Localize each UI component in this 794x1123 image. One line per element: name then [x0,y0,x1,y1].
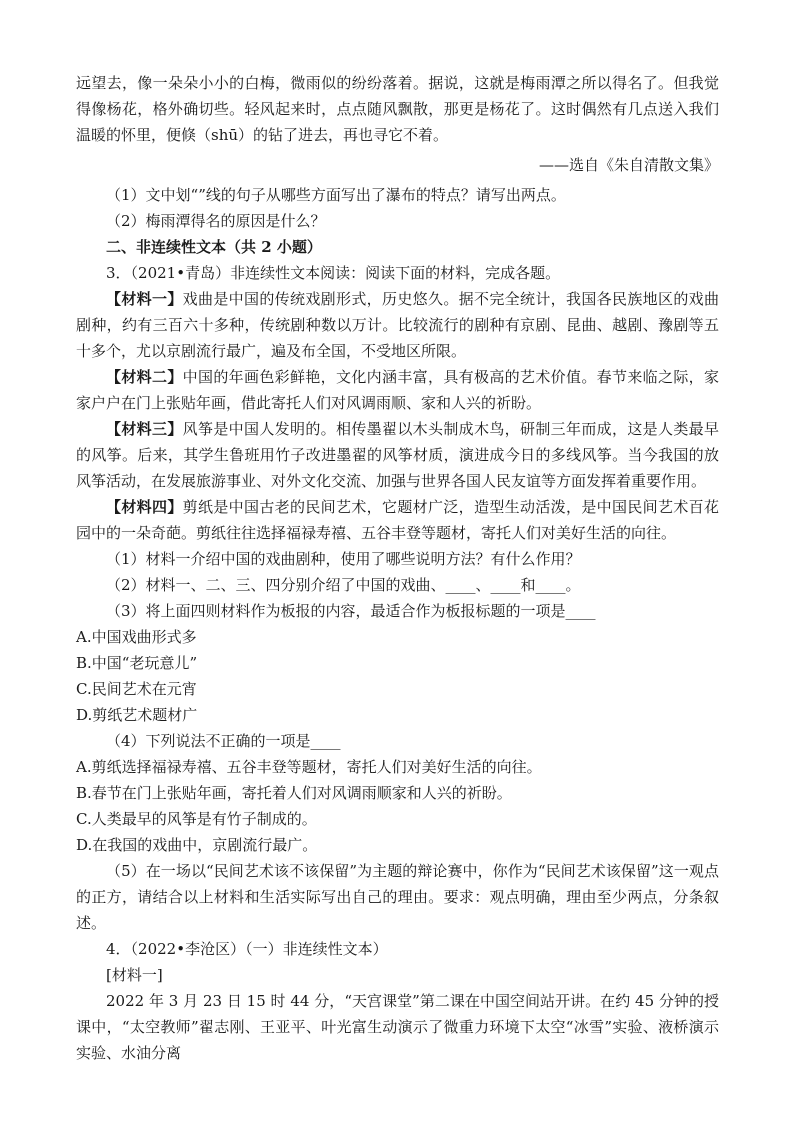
material-3-text: 风筝是中国人发明的。相传墨翟以木头制成木鸟，研制三年而成，这是人类最早的风筝。后来，其学生鲁班用竹子改进墨翟的风筝材质，演进成今日的多线风筝。当今我国的放风筝活动，在发展旅游事业、对外文化交流、加强与世界各国人民友谊等方面发挥着重要作用。 [76,420,719,490]
material-1-label: 【材料一】 [106,290,183,308]
q3-sub-4-option-a: A.剪纸选择福禄寿禧、五谷丰登等题材，寄托人们对美好生活的向往。 [76,758,542,776]
material-1 [76,286,719,364]
q3-sub-5: （5）在一场以“民间艺术该不该保留”为主题的辩论赛中，你作为“民间艺术该保留”这一观点的正方，请结合以上材料和生活实际写出自己的理由。要求：观点明确，理由至少两点，分条叙述。 [76,862,719,932]
q4-material-label: [材料一] [106,966,163,984]
material-4-text: 剪纸是中国古老的民间艺术，它题材广泛，造型生动活泼，是中国民间艺术百花园中的一朵奇葩。剪纸往往选择福禄寿禧、五谷丰登等题材，寄托人们对美好生活的向往。 [76,498,719,542]
q3-sub-4-option-b: B.春节在门上张贴年画，寄托着人们对风调雨顺家和人兴的祈盼。 [76,784,512,802]
q3-sub-1: （1）材料一介绍中国的戏曲剧种，使用了哪些说明方法？有什么作用？ [106,550,581,568]
q4-material-text: 2022 年 3 月 23 日 15 时 44 分，“天宫课堂”第二课在中国空间站开讲。在约 45 分钟的授课中，“太空教师”翟志刚、王亚平、叶光富生动演示了微重力环境下太空“冰雪”实验、液桥演示实验、水油分离 [76,992,719,1062]
document-content [76,70,719,1066]
q3-sub-2: （2）材料一、二、三、四分别介绍了中国的戏曲、____、____和____。 [106,576,581,594]
q3-sub-3-option-a: A.中国戏曲形式多 [76,628,197,646]
question-3-head: 3．（2021•青岛）非连续性文本阅读：阅读下面的材料，完成各题。 [106,264,561,282]
material-2-text: 中国的年画色彩鲜艳，文化内涵丰富，具有极高的艺术价值。春节来临之际，家家户户在门上张贴年画，借此寄托人们对风调雨顺、家和人兴的祈盼。 [76,368,719,412]
q3-sub-3-option-d: D.剪纸艺术题材广 [76,706,198,724]
section-title: 二、非连续性文本（共 2 小题） [106,238,322,256]
q3-sub-3-option-c: C.民间艺术在元宵 [76,680,197,698]
material-4 [76,494,719,546]
q3-sub-3: （3）将上面四则材料作为板报的内容，最适合作为板报标题的一项是____ [106,602,596,620]
q3-sub-3-option-b: B.中国“老玩意儿” [76,654,198,672]
material-2 [76,364,719,416]
passage-question-2: （2）梅雨潭得名的原因是什么？ [106,212,326,230]
material-1-text: 戏曲是中国的传统戏剧形式，历史悠久。据不完全统计，我国各民族地区的戏曲剧种，约有三百六十多种，传统剧种数以万计。比较流行的剧种有京剧、昆曲、越剧、豫剧等五十多个，尤以京剧流行最广，遍及布全国，不受地区所限。 [76,290,719,360]
passage-question-1: （1）文中划“”线的句子从哪些方面写出了瀑布的特点？请写出两点。 [106,186,566,204]
question-4-head: 4．（2022•李沧区）（一）非连续性文本） [106,940,388,958]
material-2-label: 【材料二】 [106,368,183,386]
q3-sub-4-option-d: D.在我国的戏曲中，京剧流行最广。 [76,836,318,854]
material-3 [76,416,719,494]
material-4-label: 【材料四】 [106,498,183,516]
q3-sub-4: （4）下列说法不正确的一项是____ [106,732,341,750]
passage-source: ——选自《朱自清散文集》 [538,156,719,174]
q3-sub-4-option-c: C.人类最早的风筝是有竹子制成的。 [76,810,317,828]
passage-paragraph: 远望去，像一朵朵小小的白梅，微雨似的纷纷落着。据说，这就是梅雨潭之所以得名了。但我觉得像杨花，格外确切些。轻风起来时，点点随风飘散，那更是杨花了。这时偶然有几点送入我们温暖的怀里，便倏（shū）的钻了进去，再也寻它不着。 [76,74,719,144]
material-3-label: 【材料三】 [106,420,183,438]
